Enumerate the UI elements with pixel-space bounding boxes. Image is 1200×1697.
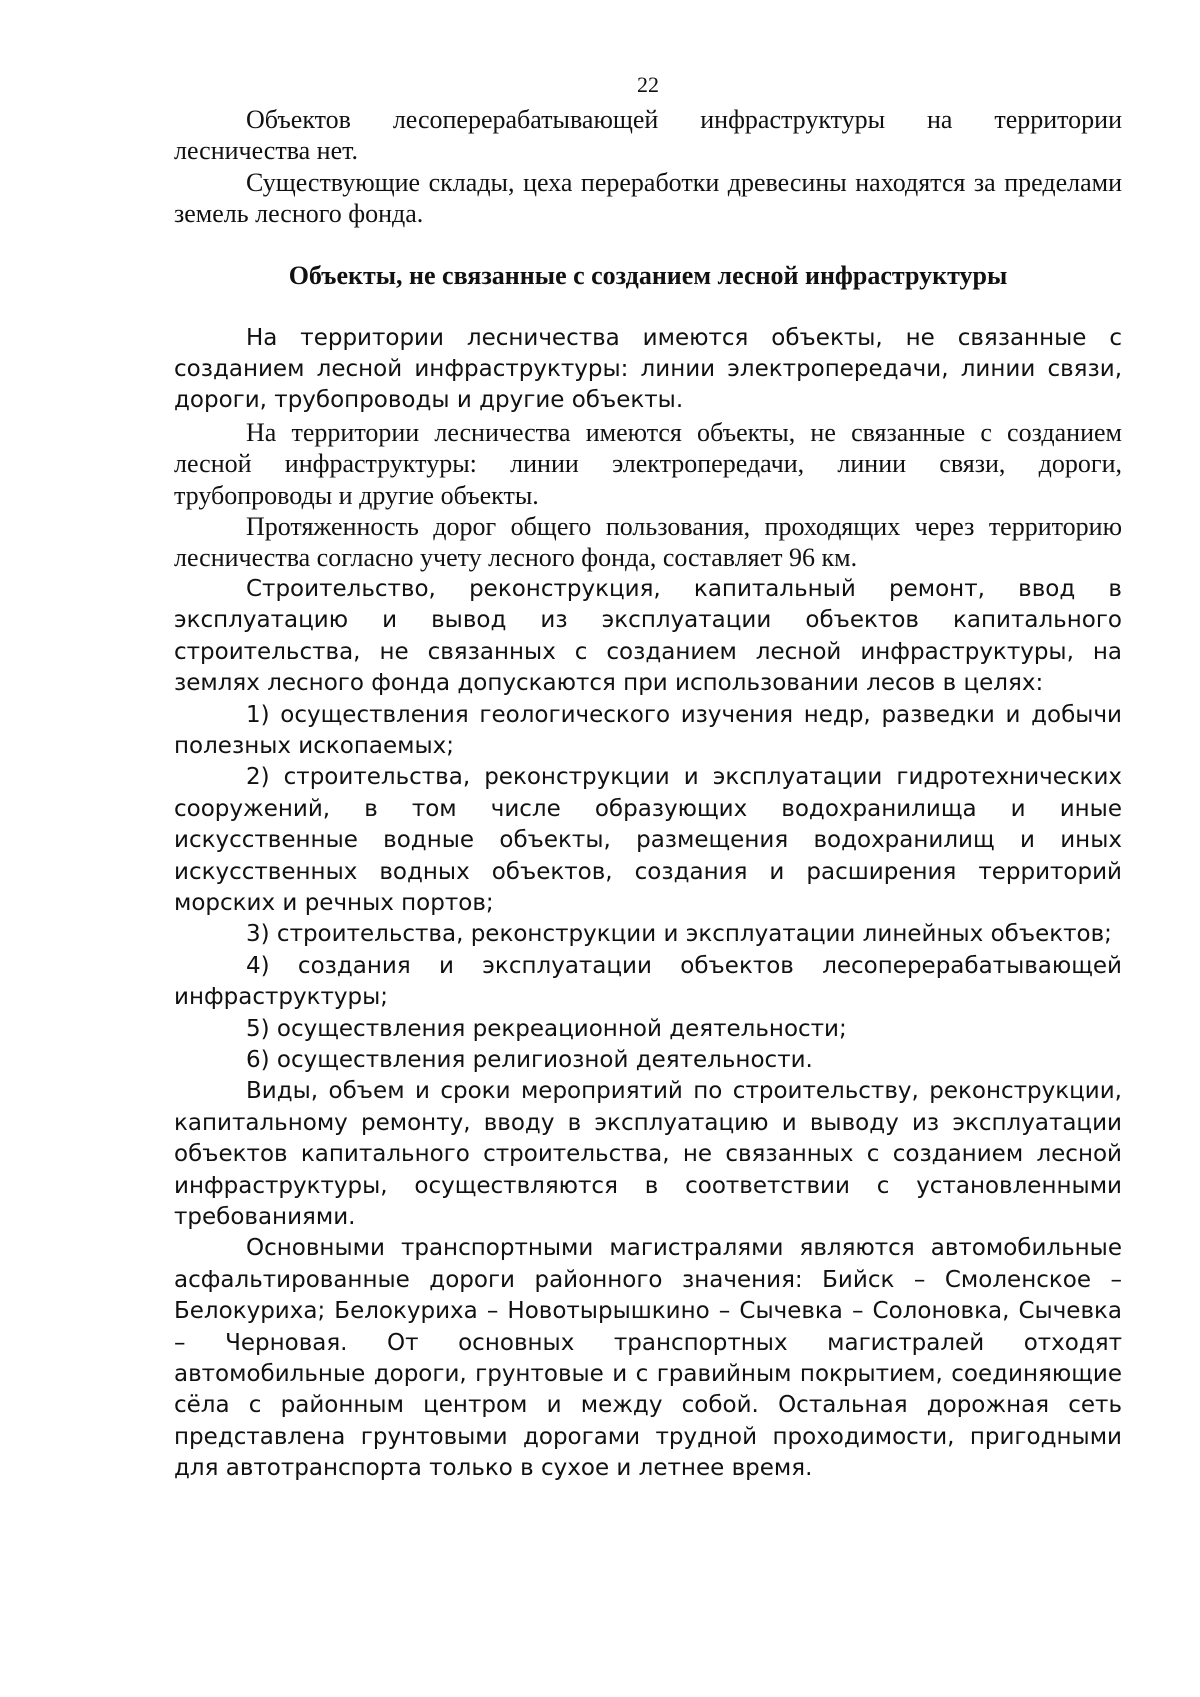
- paragraph-warehouses: Существующие склады, цеха переработки древесины находятся за пределами земель лесного фонда.: [174, 167, 1122, 229]
- paragraph-transport: Основными транспортными магистралями являются автомобильные асфальтированные дороги районного значения: Бийск – Смоленское – Белокуриха; Белокуриха – Новотырышкино – Сычевка – Солоновка, Сычевка – Черновая. От основных транспортных магистралей отходят автомобильные дороги, грунтовые и с гравийным покрытием, соединяющие сёла с районным центром и между собой. Остальная дорожная сеть представлена грунтовыми дорогами трудной проходимости, пригодными для автотранспорта только в сухое и летнее время.: [174, 1235, 1122, 1482]
- paragraph-objects-2: На территории лесничества имеются объекты, не связанные с созданием лесной инфраструктуры: линии электропередачи, линии связи, дороги, трубопроводы и другие объекты.: [174, 417, 1122, 510]
- list-item-6: 6) осуществления религиозной деятельности.: [246, 1046, 813, 1073]
- paragraph-road-length: Протяженность дорог общего пользования, проходящих через территорию лесничества согласно учету лесного фонда, составляет 96 км.: [174, 512, 1122, 573]
- list-item-1: 1) осуществления геологического изучения недр, разведки и добычи полезных ископаемых;: [174, 701, 1122, 759]
- list-item-3: 3) строительства, реконструкции и эксплуатации линейных объектов;: [246, 921, 1112, 948]
- section-heading: Объекты, не связанные с созданием лесной инфраструктуры: [288, 260, 1008, 290]
- document-page: [174, 70, 1122, 1485]
- list-item-2: 2) строительства, реконструкции и эксплуатации гидротехнических сооружений, в том числе образующих водохранилища и иные искусственные водные объекты, размещения водохранилищ и иных искусственных водных объектов, создания и расширения территорий морских и речных портов;: [174, 764, 1122, 916]
- page-number: 22: [637, 72, 659, 97]
- paragraph-construction: Строительство, реконструкция, капитальный ремонт, ввод в эксплуатацию и вывод из эксплуатации объектов капитального строительства, не связанных с созданием лесной инфраструктуры, на землях лесного фонда допускаются при использовании лесов в целях:: [174, 575, 1122, 697]
- paragraph-objects-1: На территории лесничества имеются объекты, не связанные с созданием лесной инфраструктуры: линии электропередачи, линии связи, дороги, трубопроводы и другие объекты.: [174, 324, 1122, 414]
- paragraph-measures: Виды, объем и сроки мероприятий по строительству, реконструкции, капитальному ремонту, вводу в эксплуатацию и выводу из эксплуатации объектов капитального строительства, не связанных с созданием лесной инфраструктуры, осуществляются в соответствии с установленными требованиями.: [174, 1078, 1122, 1230]
- list-item-5: 5) осуществления рекреационной деятельности;: [246, 1015, 847, 1042]
- list-item-4: 4) создания и эксплуатации объектов лесоперерабатывающей инфраструктуры;: [174, 952, 1122, 1011]
- paragraph-no-processing-infrastructure: Объектов лесоперерабатывающей инфраструктуры на территории лесничества нет.: [174, 105, 1122, 166]
